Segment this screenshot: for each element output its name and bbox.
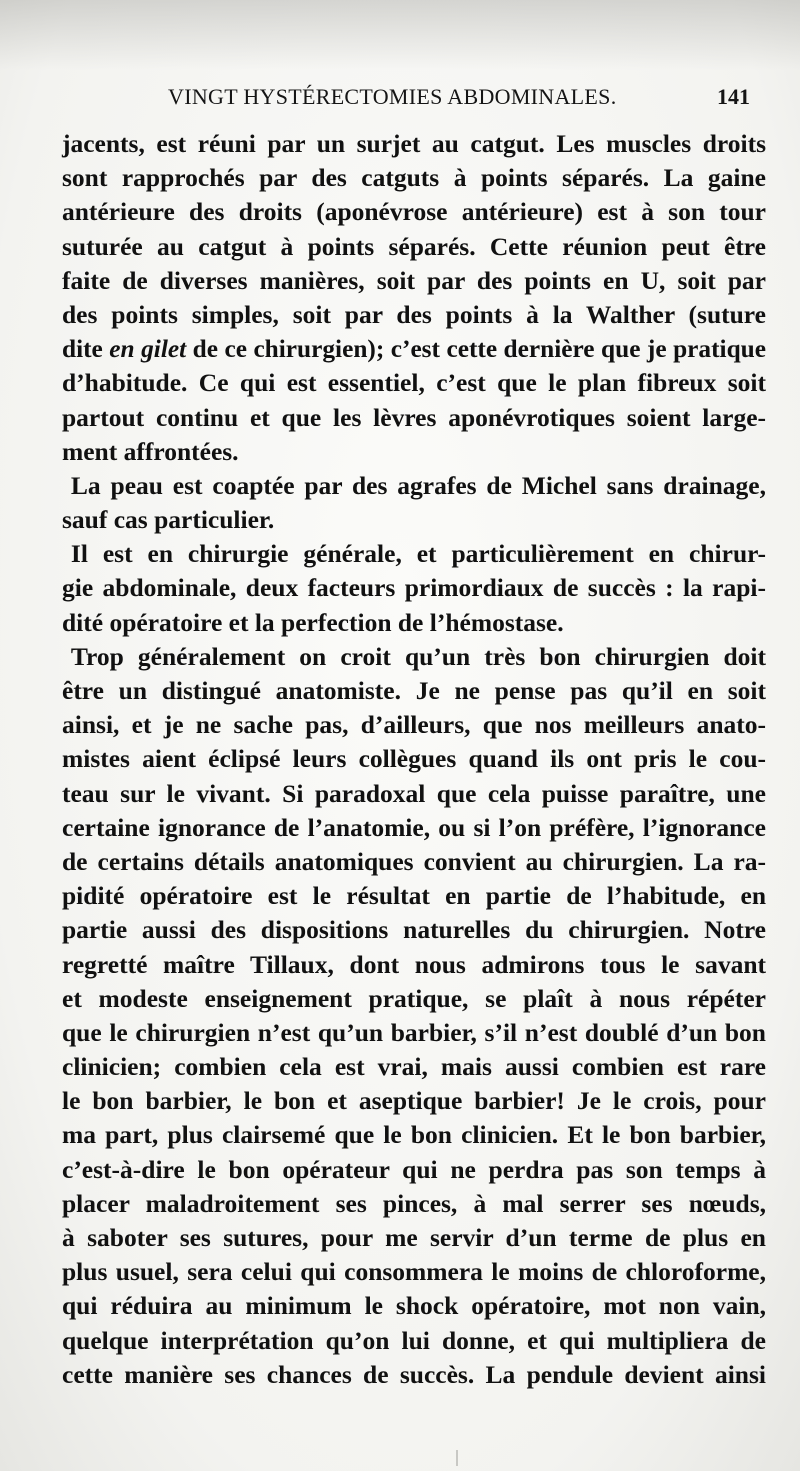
text-line: teau sur le vivant. Si paradoxal que cela puisse paraître, une xyxy=(62,778,766,808)
text-line: dité opératoire et la perfection de l’hémostase. xyxy=(62,607,564,637)
text-line: quelque interprétation qu’on lui donne, et qui multipliera de xyxy=(62,1325,766,1355)
text-line: ment affrontées. xyxy=(62,436,239,466)
body-text xyxy=(62,127,766,1392)
page-header xyxy=(168,84,750,116)
scan-speck xyxy=(456,1450,458,1466)
text-line: antérieure des droits (aponévrose antérieure) est à son tour xyxy=(62,197,766,227)
text-line: et modeste enseignement pratique, se plaît à nous répéter xyxy=(62,983,766,1013)
text-line: le bon barbier, le bon et aseptique barbier! Je le crois, pour xyxy=(62,1086,766,1116)
text-line: des points simples, soit par des points à la Walther (suture xyxy=(62,299,766,329)
text-line: sont rapprochés par des catguts à points séparés. La gaine xyxy=(62,163,766,193)
text-line: c’est-à-dire le bon opérateur qui ne perdra pas son temps à xyxy=(62,1154,766,1184)
text-line: cette manière ses chances de succès. La pendule devient ainsi xyxy=(62,1359,766,1389)
text-line: qui réduira au minimum le shock opératoire, mot non vain, xyxy=(62,1291,766,1321)
text-line: Trop généralement on croit qu’un très bon chirurgien doit xyxy=(70,641,766,671)
text-line xyxy=(62,332,766,366)
text-line: ma part, plus clairsemé que le bon clinicien. Et le bon barbier, xyxy=(62,1120,766,1150)
text-line: jacents, est réuni par un surjet au catgut. Les muscles droits xyxy=(62,129,766,158)
text-segment: dite xyxy=(62,335,110,364)
text-line: mistes aient éclipsé leurs collègues quand ils ont pris le cou- xyxy=(62,744,766,774)
italic-term: en gilet xyxy=(109,335,187,364)
text-line: de certains détails anatomiques convient au chirurgien. La ra- xyxy=(62,846,766,876)
text-line: clinicien; combien cela est vrai, mais aussi combien est rare xyxy=(62,1052,766,1082)
text-line: suturée au catgut à points séparés. Cette réunion peut être xyxy=(62,231,766,261)
text-line: faite de diverses manières, soit par des points en U, soit par xyxy=(62,265,766,295)
text-line: certaine ignorance de l’anatomie, ou si l’on préfère, l’ignorance xyxy=(62,812,766,842)
text-line: ainsi, et je ne sache pas, d’ailleurs, que nos meilleurs anato- xyxy=(62,710,766,740)
text-segment: de ce chirurgien); c’est cette dernière que je pratique xyxy=(186,335,766,364)
text-line: partie aussi des dispositions naturelles du chirurgien. Notre xyxy=(62,915,766,945)
text-line: à saboter ses sutures, pour me servir d’un terme de plus en xyxy=(62,1223,766,1252)
page-number: 141 xyxy=(717,84,750,109)
text-line: La peau est coaptée par des agrafes de Michel sans drainage, xyxy=(70,470,766,500)
text-line: d’habitude. Ce qui est essentiel, c’est que le plan fibreux soit xyxy=(62,368,766,398)
text-line: sauf cas particulier. xyxy=(62,505,275,535)
text-line: gie abdominale, deux facteurs primordiaux de succès : la rapi- xyxy=(62,573,766,603)
text-line: partout continu et que les lèvres aponévrotiques soient large- xyxy=(62,402,766,432)
text-line: être un distingué anatomiste. Je ne pense pas qu’il en soit xyxy=(62,676,766,705)
text-line: pidité opératoire est le résultat en partie de l’habitude, en xyxy=(62,881,766,911)
text-line: placer maladroitement ses pinces, à mal serrer ses nœuds, xyxy=(62,1188,766,1218)
text-line: que le chirurgien n’est qu’un barbier, s’il n’est doublé d’un bon xyxy=(62,1017,766,1047)
running-title: VINGT HYSTÉRECTOMIES ABDOMINALES. xyxy=(168,84,617,109)
scan-edge-shadow xyxy=(0,0,800,70)
text-line: plus usuel, sera celui qui consommera le moins de chloroforme, xyxy=(62,1257,766,1287)
text-line: Il est en chirurgie générale, et particulièrement en chirur- xyxy=(70,539,766,569)
text-line: regretté maître Tillaux, dont nous admirons tous le savant xyxy=(62,949,766,979)
